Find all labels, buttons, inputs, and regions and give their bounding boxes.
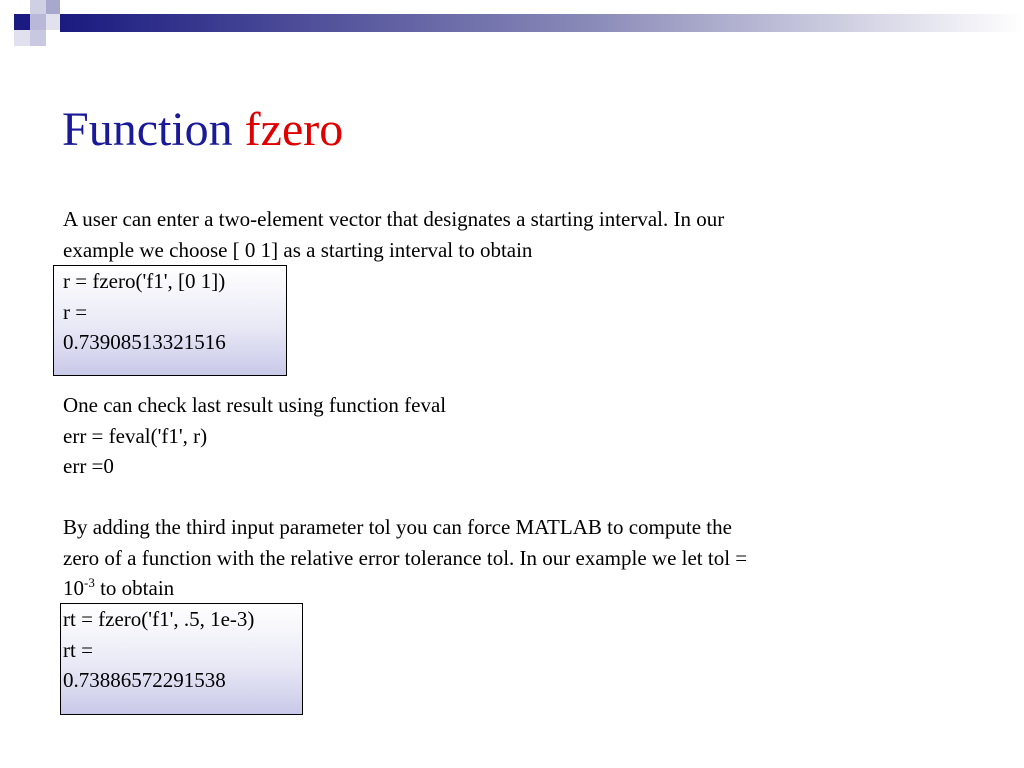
title-fzero: fzero [244, 103, 344, 156]
tolerance-paragraph [63, 512, 943, 604]
check-line-1: One can check last result using function feval [63, 393, 447, 417]
code-box-1-line-2: r = [63, 299, 88, 324]
check-line-2: err = feval('f1', r) [63, 423, 208, 448]
title-function: Function [62, 103, 233, 156]
code-box-1-line-3: 0.73908513321516 [63, 330, 226, 354]
tol-line-2: zero of a function with the relative error tolerance tol. In our example we let tol = [63, 545, 748, 570]
tol-exponent: -3 [84, 575, 95, 590]
code-box-2-line-1: rt = fzero('f1', .5, 1e-3) [63, 607, 255, 631]
code-box-1-line-1: r = fzero('f1', [0 1]) [63, 269, 226, 293]
code-box-2-line-3: 0.73886572291538 [63, 668, 226, 692]
intro-line-1: A user can enter a two-element vector that designates a starting interval. In our [63, 207, 725, 231]
code-box-fzero-tol [60, 603, 303, 715]
check-line-3: err =0 [63, 454, 114, 478]
slide-title [62, 100, 343, 160]
tol-line-1: By adding the third input parameter tol you can force MATLAB to compute the [63, 515, 732, 539]
code-box-2-line-2: rt = [63, 637, 93, 662]
header-decoration [0, 0, 1024, 50]
tol-line-3 [63, 573, 943, 604]
intro-line-2: example we choose [ 0 1] as a starting interval to obtain [63, 237, 533, 262]
tol-base: 10 [63, 576, 84, 600]
tol-rest: to obtain [94, 576, 175, 600]
check-paragraph [63, 390, 943, 482]
intro-paragraph [63, 204, 943, 265]
code-box-fzero-interval [53, 265, 287, 376]
